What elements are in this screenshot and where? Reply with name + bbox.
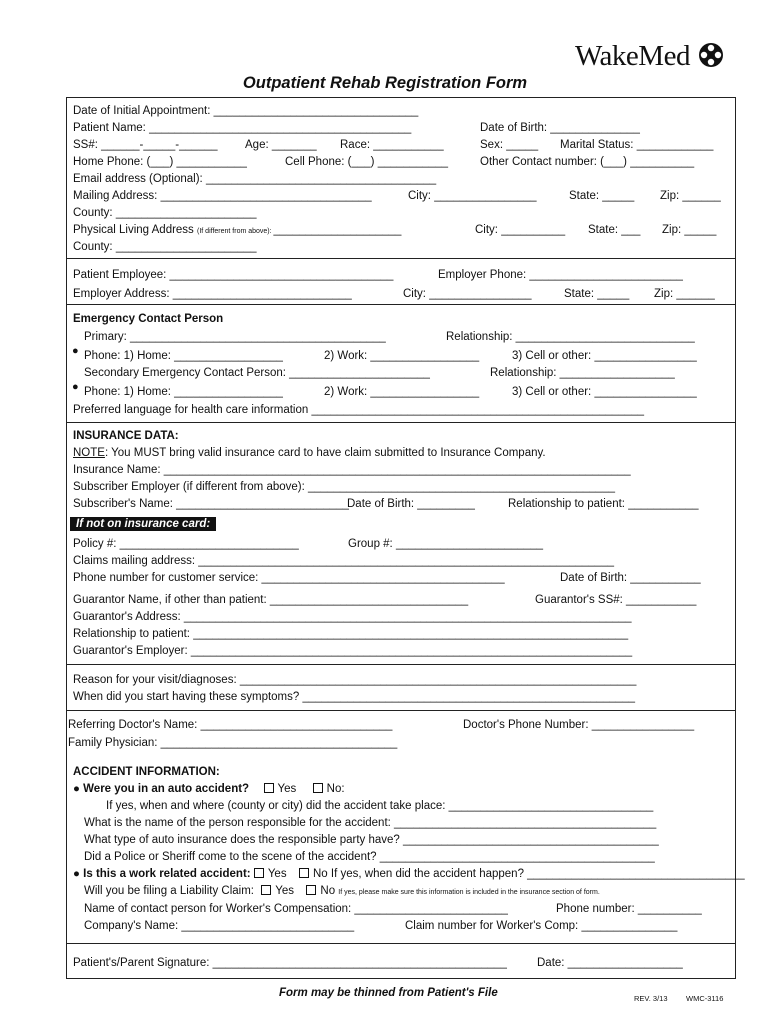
auto-no-label: No: (326, 783, 345, 795)
emergency-heading: Emergency Contact Person (73, 313, 224, 325)
auto-no-checkbox[interactable] (313, 783, 323, 793)
employer-phone-field[interactable]: Employer Phone: ________________________ (438, 269, 683, 281)
patient-name-field[interactable]: Patient Name: _________________________________________ (73, 122, 412, 134)
employer-city-field[interactable]: City: ________________ (403, 288, 532, 300)
insurance-note (73, 446, 546, 460)
customer-service-phone-field[interactable]: Phone number for customer service: ______________________________________ (73, 572, 505, 584)
revision-label: REV. 3/13 (634, 994, 668, 1003)
liability-claim-question (84, 884, 600, 900)
liability-no-label: No (320, 885, 336, 897)
guarantor-employer-field[interactable]: Guarantor's Employer: _____________________________________________________________________ (73, 645, 633, 657)
accident-heading: ACCIDENT INFORMATION: (73, 766, 220, 778)
secondary-cell-phone-field[interactable]: 3) Cell or other: ________________ (512, 386, 697, 398)
physical-address-field[interactable] (73, 223, 401, 239)
physical-city-field[interactable]: City: __________ (475, 224, 566, 236)
secondary-relationship-field[interactable]: Relationship: __________________ (490, 367, 675, 379)
mailing-zip-field[interactable]: Zip: ______ (660, 190, 721, 202)
marital-status-field[interactable]: Marital Status: ____________ (560, 139, 714, 151)
work-accident-date-field[interactable]: If yes, when did the accident happen? __________________________________ (330, 868, 745, 880)
work-yes-label: Yes (267, 868, 287, 880)
employer-state-field[interactable]: State: _____ (564, 288, 630, 300)
claim-number-field[interactable]: Claim number for Worker's Comp: _______________ (405, 920, 678, 932)
guarantor-relationship-field[interactable]: Relationship to patient: ____________________________________________________________________ (73, 628, 629, 640)
patient-dob-field[interactable]: Date of Birth: ______________ (480, 122, 640, 134)
primary-work-phone-field[interactable]: 2) Work: _________________ (324, 350, 480, 362)
responsible-person-field[interactable]: What is the name of the person responsible for the accident: _________________________________________ (84, 817, 657, 829)
referring-doctor-field[interactable]: Referring Doctor's Name: ______________________________ (68, 719, 393, 731)
visit-reason-field[interactable]: Reason for your visit/diagnoses: ______________________________________________________________ (73, 674, 637, 686)
doctor-phone-field[interactable]: Doctor's Phone Number: ________________ (463, 719, 695, 731)
bullet-icon: ● (73, 868, 84, 880)
form-title: Outpatient Rehab Registration Form (242, 74, 528, 92)
primary-contact-field[interactable]: Primary: ________________________________________ (84, 331, 386, 343)
auto-insurance-type-field[interactable]: What type of auto insurance does the responsible party have? ________________________________________ (84, 834, 659, 846)
liability-yes-checkbox[interactable] (261, 885, 271, 895)
footer-note: Form may be thinned from Patient's File (279, 987, 498, 999)
company-name-field[interactable]: Company's Name: ___________________________ (84, 920, 355, 932)
patient-employee-field[interactable]: Patient Employee: ___________________________________ (73, 269, 394, 281)
mailing-address-field[interactable]: Mailing Address: _________________________________ (73, 190, 372, 202)
insurance-name-field[interactable]: Insurance Name: _________________________________________________________________________ (73, 464, 631, 476)
physical-address-note: (If different from above): (197, 228, 274, 235)
subscriber-relationship-field[interactable]: Relationship to patient: ___________ (508, 498, 699, 510)
secondary-contact-field[interactable]: Secondary Emergency Contact Person: ______________________ (84, 367, 430, 379)
subscriber-name-field[interactable]: Subscriber's Name: ___________________________ (73, 498, 349, 510)
home-phone-field[interactable]: Home Phone: (___) ___________ (73, 156, 247, 168)
initial-appointment-field[interactable]: Date of Initial Appointment: ________________________________ (73, 105, 419, 117)
other-contact-field[interactable]: Other Contact number: (___) __________ (480, 156, 695, 168)
auto-yes-checkbox[interactable] (264, 783, 274, 793)
liability-no-checkbox[interactable] (306, 885, 316, 895)
not-on-card-tag: If not on insurance card: (70, 517, 216, 531)
mailing-county-field[interactable]: County: ______________________ (73, 207, 257, 219)
primary-cell-phone-field[interactable]: 3) Cell or other: ________________ (512, 350, 697, 362)
email-field[interactable]: Email address (Optional): ____________________________________ (73, 173, 437, 185)
primary-relationship-field[interactable]: Relationship: ____________________________ (446, 331, 695, 343)
note-text: : You MUST bring valid insurance card to have claim submitted to Insurance Company. (104, 447, 546, 459)
logo-text: WakeMed (575, 40, 690, 72)
note-label: NOTE (73, 447, 105, 459)
physical-address-blank: ____________________ (273, 224, 402, 236)
work-yes-checkbox[interactable] (254, 868, 264, 878)
auto-yes-label: Yes (277, 783, 297, 795)
signature-date-field[interactable]: Date: __________________ (537, 957, 683, 969)
form-code: WMC-3116 (686, 994, 724, 1003)
physical-zip-field[interactable]: Zip: _____ (662, 224, 717, 236)
logo-emblem-icon (697, 41, 725, 69)
insurance-heading: INSURANCE DATA: (73, 430, 179, 442)
signature-field[interactable]: Patient's/Parent Signature: ______________________________________________ (73, 957, 507, 969)
police-scene-field[interactable]: Did a Police or Sheriff come to the scene of the accident? ___________________________________________ (84, 851, 655, 863)
workers-comp-contact-field[interactable]: Name of contact person for Worker's Compensation: ________________________ (84, 903, 508, 915)
physical-address-label: Physical Living Address (73, 224, 198, 236)
work-accident-label: Is this a work related accident: (83, 868, 251, 880)
liability-yes-label: Yes (275, 885, 294, 897)
bullet-icon: ● (73, 783, 84, 795)
symptom-start-field[interactable]: When did you start having these symptoms? ____________________________________________________ (73, 691, 636, 703)
primary-home-phone-field[interactable]: Phone: 1) Home: _________________ (84, 350, 283, 362)
physical-county-field[interactable]: County: ______________________ (73, 241, 257, 253)
liability-claim-label: Will you be filing a Liability Claim: (84, 885, 255, 897)
mailing-state-field[interactable]: State: _____ (569, 190, 635, 202)
wakemed-logo (575, 40, 725, 73)
secondary-home-phone-field[interactable]: Phone: 1) Home: _________________ (84, 386, 283, 398)
auto-accident-label: Were you in an auto accident? (83, 783, 250, 795)
policy-number-field[interactable]: Policy #: ____________________________ (73, 538, 299, 550)
secondary-work-phone-field[interactable]: 2) Work: _________________ (324, 386, 480, 398)
mailing-city-field[interactable]: City: ________________ (408, 190, 537, 202)
subscriber-dob-field[interactable]: Date of Birth: _________ (347, 498, 475, 510)
family-physician-field[interactable]: Family Physician: _____________________________________ (68, 737, 398, 749)
bullet-icon: ● (72, 345, 79, 357)
guarantor-address-field[interactable]: Guarantor's Address: ______________________________________________________________________ (73, 611, 632, 623)
cell-phone-field[interactable]: Cell Phone: (___) ___________ (285, 156, 449, 168)
employer-zip-field[interactable]: Zip: ______ (654, 288, 715, 300)
work-accident-question (73, 867, 745, 881)
bullet-icon: ● (72, 381, 79, 393)
age-field[interactable]: Age: _______ (245, 139, 317, 151)
liability-note: If yes, please make sure this information is included in the insurance section of form. (338, 889, 600, 896)
employer-address-field[interactable]: Employer Address: ____________________________ (73, 288, 352, 300)
work-no-label: No (312, 868, 328, 880)
accident-location-field[interactable]: If yes, when and where (county or city) did the accident take place: ________________________________ (106, 800, 654, 812)
group-number-field[interactable]: Group #: _______________________ (348, 538, 544, 550)
race-field[interactable]: Race: ___________ (340, 139, 444, 151)
sex-field[interactable]: Sex: _____ (480, 139, 539, 151)
insurance-dob-field[interactable]: Date of Birth: ___________ (560, 572, 701, 584)
ssn-field[interactable]: SS#: ______-_____-______ (73, 139, 218, 151)
workers-comp-phone-field[interactable]: Phone number: __________ (556, 903, 702, 915)
guarantor-ssn-field[interactable]: Guarantor's SS#: ___________ (535, 594, 697, 606)
auto-accident-question (73, 782, 345, 796)
subscriber-employer-field[interactable]: Subscriber Employer (if different from above): ________________________________________________ (73, 481, 615, 493)
physical-state-field[interactable]: State: ___ (588, 224, 641, 236)
claims-address-field[interactable]: Claims mailing address: _________________________________________________________________ (73, 555, 614, 567)
guarantor-name-field[interactable]: Guarantor Name, if other than patient: _______________________________ (73, 594, 469, 606)
preferred-language-field[interactable]: Preferred language for health care information ____________________________________________________ (73, 404, 645, 416)
work-no-checkbox[interactable] (299, 868, 309, 878)
